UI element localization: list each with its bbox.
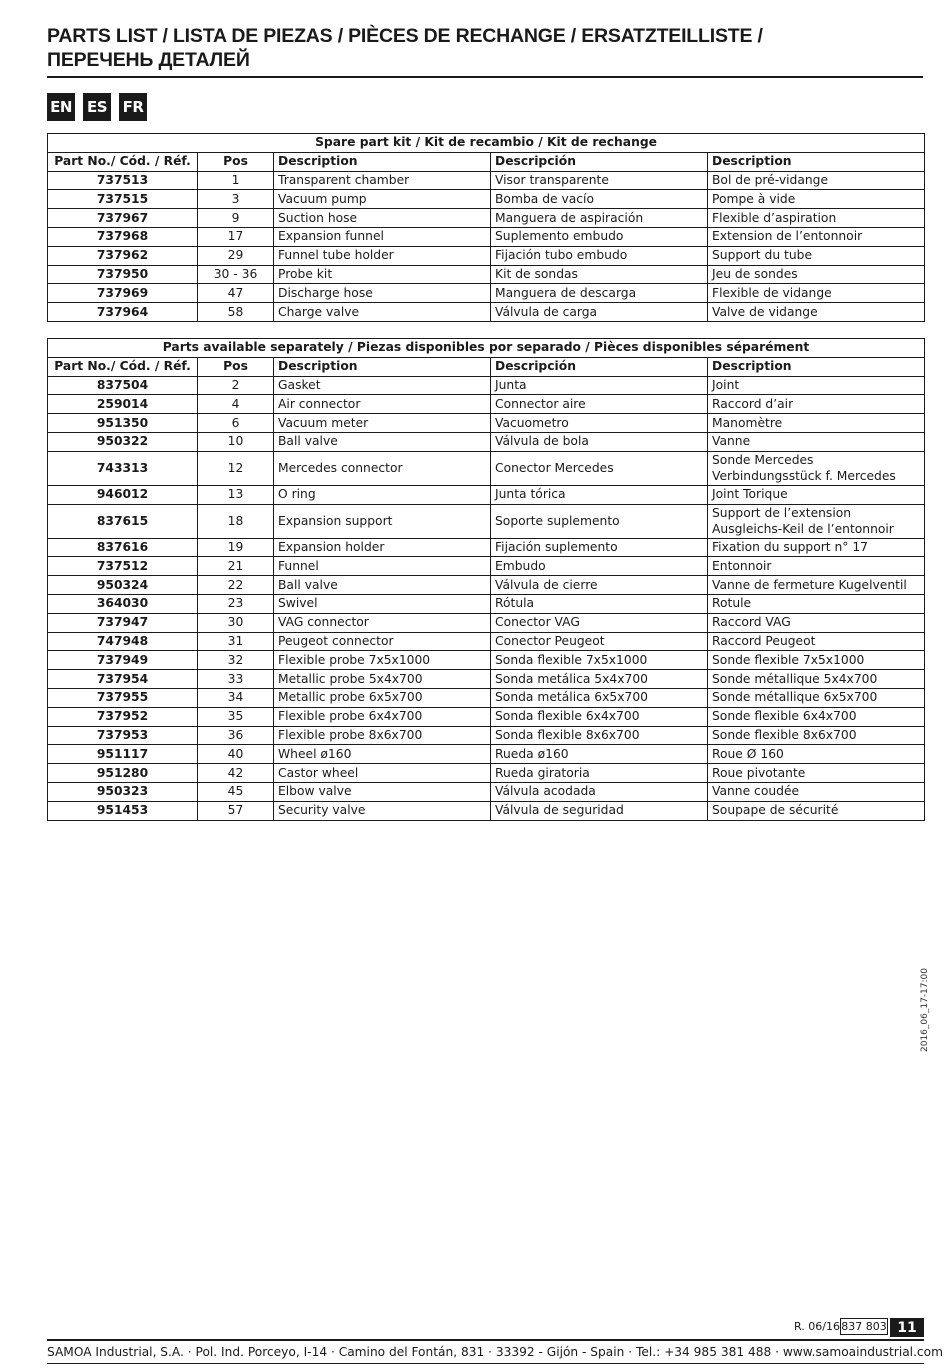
description-es-cell: Bomba de vacío (491, 190, 708, 209)
table-row (48, 557, 925, 576)
part-number-cell: 737952 (48, 707, 198, 726)
description-es-cell: Válvula acodada (491, 782, 708, 801)
description-fr-cell: Bol de pré-vidange (708, 171, 925, 190)
table-caption: Spare part kit / Kit de recambio / Kit de rechange (48, 134, 925, 153)
description-es-cell: Válvula de seguridad (491, 801, 708, 820)
position-cell: 12 (198, 451, 274, 485)
position-cell: 42 (198, 764, 274, 783)
language-badge-fr: FR (119, 93, 147, 121)
table-row (48, 246, 925, 265)
column-header-description-es: Descripción (491, 357, 708, 376)
part-number-cell: 737512 (48, 557, 198, 576)
description-en-cell: Funnel tube holder (274, 246, 491, 265)
part-number-cell: 951453 (48, 801, 198, 820)
description-fr-cell: Flexible d’aspiration (708, 209, 925, 228)
part-number-cell: 951280 (48, 764, 198, 783)
description-en-cell: Ball valve (274, 576, 491, 595)
part-number-cell: 737964 (48, 303, 198, 322)
description-es-cell: Suplemento embudo (491, 227, 708, 246)
language-badge-en: EN (47, 93, 75, 121)
document-number: 837 803 (841, 1320, 887, 1333)
description-es-cell: Soporte suplemento (491, 504, 708, 538)
description-en-cell: Transparent chamber (274, 171, 491, 190)
position-cell: 4 (198, 395, 274, 414)
title-line-1: PARTS LIST / LISTA DE PIEZAS / PIÈCES DE RECHANGE / ERSATZTEILLISTE / (47, 25, 763, 47)
column-header-part-no: Part No./ Cód. / Réf. (48, 152, 198, 171)
description-fr-cell: Sonde métallique 5x4x700 (708, 670, 925, 689)
separate-parts-table (47, 338, 925, 821)
position-cell: 32 (198, 651, 274, 670)
description-es-cell: Rueda giratoria (491, 764, 708, 783)
position-cell: 29 (198, 246, 274, 265)
description-es-cell: Rueda ø160 (491, 745, 708, 764)
table-row (48, 414, 925, 433)
description-es-cell: Válvula de cierre (491, 576, 708, 595)
description-es-cell: Connector aire (491, 395, 708, 414)
column-header-part-no: Part No./ Cód. / Réf. (48, 357, 198, 376)
part-number-cell: 837616 (48, 538, 198, 557)
description-en-cell: Metallic probe 6x5x700 (274, 688, 491, 707)
description-fr-cell: Vanne (708, 432, 925, 451)
position-cell: 1 (198, 171, 274, 190)
table-row (48, 451, 925, 485)
footer-divider (47, 1339, 924, 1341)
description-en-cell: Metallic probe 5x4x700 (274, 670, 491, 689)
description-es-cell: Sonda flexible 7x5x1000 (491, 651, 708, 670)
description-fr-cell: Joint (708, 376, 925, 395)
language-badge-es: ES (83, 93, 111, 121)
description-fr-cell: Sonde flexible 6x4x700 (708, 707, 925, 726)
table-row (48, 688, 925, 707)
description-fr-cell: Roue pivotante (708, 764, 925, 783)
position-cell: 3 (198, 190, 274, 209)
revision-label: R. 06/16 (794, 1320, 840, 1333)
part-number-cell: 737950 (48, 265, 198, 284)
table-row (48, 745, 925, 764)
description-fr-cell: Extension de l’entonnoir (708, 227, 925, 246)
part-number-cell: 737513 (48, 171, 198, 190)
part-number-cell: 950324 (48, 576, 198, 595)
table-row (48, 632, 925, 651)
description-fr-cell: Manomètre (708, 414, 925, 433)
description-en-cell: Vacuum pump (274, 190, 491, 209)
description-es-cell: Fijación tubo embudo (491, 246, 708, 265)
column-header-description-en: Description (274, 357, 491, 376)
description-fr-cell: Vanne coudée (708, 782, 925, 801)
table-row (48, 485, 925, 504)
position-cell: 31 (198, 632, 274, 651)
description-es-cell: Manguera de descarga (491, 284, 708, 303)
description-es-cell: Junta tórica (491, 485, 708, 504)
table-row (48, 707, 925, 726)
table-row (48, 227, 925, 246)
description-fr-cell: Entonnoir (708, 557, 925, 576)
position-cell: 47 (198, 284, 274, 303)
position-cell: 17 (198, 227, 274, 246)
position-cell: 30 - 36 (198, 265, 274, 284)
table-row (48, 190, 925, 209)
table-row (48, 651, 925, 670)
part-number-cell: 364030 (48, 594, 198, 613)
spare-part-kit-table (47, 133, 925, 322)
title-line-2: ПЕРЕЧЕНЬ ДЕТАЛЕЙ (47, 49, 250, 71)
table-row (48, 576, 925, 595)
description-fr-cell: Rotule (708, 594, 925, 613)
description-fr-cell: Fixation du support n° 17 (708, 538, 925, 557)
description-en-cell: Discharge hose (274, 284, 491, 303)
table-row (48, 209, 925, 228)
description-es-cell: Rótula (491, 594, 708, 613)
print-date-stamp: 2016_06_17-17:00 (920, 968, 930, 1052)
page-title (47, 24, 927, 72)
description-en-cell: Flexible probe 7x5x1000 (274, 651, 491, 670)
position-cell: 34 (198, 688, 274, 707)
part-number-cell: 747948 (48, 632, 198, 651)
position-cell: 22 (198, 576, 274, 595)
part-number-cell: 259014 (48, 395, 198, 414)
description-es-cell: Vacuometro (491, 414, 708, 433)
table-row (48, 376, 925, 395)
table-row (48, 764, 925, 783)
description-fr-cell: Roue Ø 160 (708, 745, 925, 764)
part-number-cell: 837504 (48, 376, 198, 395)
description-fr-cell: Valve de vidange (708, 303, 925, 322)
position-cell: 10 (198, 432, 274, 451)
company-address-line: SAMOA Industrial, S.A. · Pol. Ind. Porceyo, I-14 · Camino del Fontán, 831 · 33392 - Gijón - Spain · Tel.: +34 985 381 488 · www.samoaindustrial.com (47, 1345, 943, 1359)
part-number-cell: 743313 (48, 451, 198, 485)
description-es-cell: Junta (491, 376, 708, 395)
footer-bottom-rule (47, 1363, 924, 1364)
part-number-cell: 951350 (48, 414, 198, 433)
part-number-cell: 737515 (48, 190, 198, 209)
position-cell: 36 (198, 726, 274, 745)
position-cell: 23 (198, 594, 274, 613)
part-number-cell: 737947 (48, 613, 198, 632)
description-es-cell: Conector VAG (491, 613, 708, 632)
description-en-cell: Charge valve (274, 303, 491, 322)
description-en-cell: Probe kit (274, 265, 491, 284)
description-en-cell: Vacuum meter (274, 414, 491, 433)
description-fr-cell: Sonde flexible 8x6x700 (708, 726, 925, 745)
column-header-pos: Pos (198, 152, 274, 171)
part-number-cell: 737967 (48, 209, 198, 228)
description-en-cell: Flexible probe 6x4x700 (274, 707, 491, 726)
description-es-cell: Visor transparente (491, 171, 708, 190)
position-cell: 57 (198, 801, 274, 820)
description-en-cell: Air connector (274, 395, 491, 414)
table-row (48, 801, 925, 820)
description-fr-cell: Support de l’extension Ausgleichs-Keil de l’entonnoir (708, 504, 925, 538)
description-es-cell: Conector Peugeot (491, 632, 708, 651)
description-en-cell: Security valve (274, 801, 491, 820)
column-header-description-fr: Description (708, 357, 925, 376)
description-es-cell: Embudo (491, 557, 708, 576)
table-row (48, 171, 925, 190)
description-en-cell: O ring (274, 485, 491, 504)
description-fr-cell: Sonde Mercedes Verbindungsstück f. Mercedes (708, 451, 925, 485)
table-row (48, 613, 925, 632)
position-cell: 30 (198, 613, 274, 632)
part-number-cell: 737968 (48, 227, 198, 246)
part-number-cell: 950323 (48, 782, 198, 801)
part-number-cell: 737954 (48, 670, 198, 689)
description-en-cell: VAG connector (274, 613, 491, 632)
table-row (48, 538, 925, 557)
description-en-cell: Expansion support (274, 504, 491, 538)
description-fr-cell: Raccord d’air (708, 395, 925, 414)
description-en-cell: Swivel (274, 594, 491, 613)
description-es-cell: Sonda flexible 8x6x700 (491, 726, 708, 745)
position-cell: 33 (198, 670, 274, 689)
description-en-cell: Ball valve (274, 432, 491, 451)
description-es-cell: Válvula de bola (491, 432, 708, 451)
description-es-cell: Válvula de carga (491, 303, 708, 322)
description-fr-cell: Soupape de sécurité (708, 801, 925, 820)
language-badges (47, 93, 147, 121)
description-fr-cell: Raccord Peugeot (708, 632, 925, 651)
description-en-cell: Gasket (274, 376, 491, 395)
description-en-cell: Castor wheel (274, 764, 491, 783)
part-number-cell: 737953 (48, 726, 198, 745)
table-row (48, 594, 925, 613)
column-header-description-fr: Description (708, 152, 925, 171)
description-fr-cell: Sonde flexible 7x5x1000 (708, 651, 925, 670)
description-fr-cell: Joint Torique (708, 485, 925, 504)
table-row (48, 670, 925, 689)
position-cell: 45 (198, 782, 274, 801)
part-number-cell: 951117 (48, 745, 198, 764)
description-fr-cell: Pompe à vide (708, 190, 925, 209)
description-es-cell: Sonda metálica 5x4x700 (491, 670, 708, 689)
description-es-cell: Sonda metálica 6x5x700 (491, 688, 708, 707)
column-header-pos: Pos (198, 357, 274, 376)
part-number-cell: 946012 (48, 485, 198, 504)
part-number-cell: 737969 (48, 284, 198, 303)
description-en-cell: Funnel (274, 557, 491, 576)
table-row (48, 432, 925, 451)
description-fr-cell: Support du tube (708, 246, 925, 265)
page-number: 11 (890, 1318, 924, 1337)
description-es-cell: Sonda flexible 6x4x700 (491, 707, 708, 726)
position-cell: 13 (198, 485, 274, 504)
description-es-cell: Conector Mercedes (491, 451, 708, 485)
description-en-cell: Elbow valve (274, 782, 491, 801)
position-cell: 9 (198, 209, 274, 228)
description-fr-cell: Sonde métallique 6x5x700 (708, 688, 925, 707)
column-header-description-es: Descripción (491, 152, 708, 171)
description-fr-cell: Vanne de fermeture Kugelventil (708, 576, 925, 595)
part-number-cell: 737949 (48, 651, 198, 670)
description-en-cell: Peugeot connector (274, 632, 491, 651)
description-es-cell: Fijación suplemento (491, 538, 708, 557)
description-es-cell: Manguera de aspiración (491, 209, 708, 228)
position-cell: 2 (198, 376, 274, 395)
title-divider (47, 76, 923, 78)
description-fr-cell: Jeu de sondes (708, 265, 925, 284)
position-cell: 35 (198, 707, 274, 726)
description-en-cell: Suction hose (274, 209, 491, 228)
part-number-cell: 737962 (48, 246, 198, 265)
position-cell: 19 (198, 538, 274, 557)
table-row (48, 303, 925, 322)
position-cell: 21 (198, 557, 274, 576)
position-cell: 6 (198, 414, 274, 433)
description-en-cell: Expansion funnel (274, 227, 491, 246)
description-en-cell: Expansion holder (274, 538, 491, 557)
column-header-description-en: Description (274, 152, 491, 171)
part-number-cell: 737955 (48, 688, 198, 707)
position-cell: 40 (198, 745, 274, 764)
position-cell: 58 (198, 303, 274, 322)
description-fr-cell: Raccord VAG (708, 613, 925, 632)
table-row (48, 782, 925, 801)
table-row (48, 395, 925, 414)
table-row (48, 265, 925, 284)
part-number-cell: 950322 (48, 432, 198, 451)
description-fr-cell: Flexible de vidange (708, 284, 925, 303)
part-number-cell: 837615 (48, 504, 198, 538)
table-caption: Parts available separately / Piezas disponibles por separado / Pièces disponibles séparément (48, 339, 925, 358)
description-en-cell: Flexible probe 8x6x700 (274, 726, 491, 745)
description-en-cell: Mercedes connector (274, 451, 491, 485)
position-cell: 18 (198, 504, 274, 538)
table-row (48, 726, 925, 745)
description-es-cell: Kit de sondas (491, 265, 708, 284)
table-row (48, 284, 925, 303)
description-en-cell: Wheel ø160 (274, 745, 491, 764)
table-row (48, 504, 925, 538)
